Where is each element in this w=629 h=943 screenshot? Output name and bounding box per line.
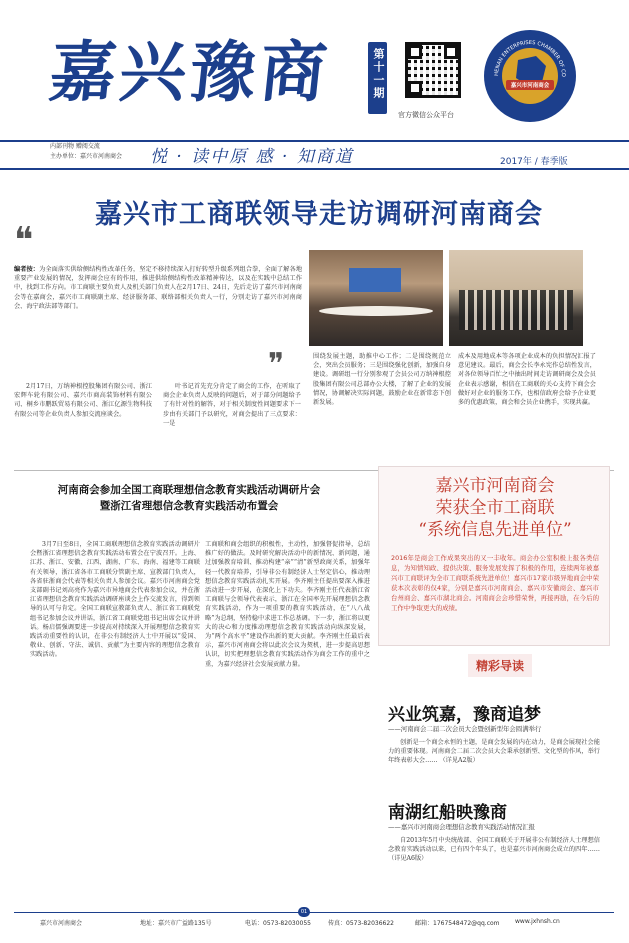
masthead	[0, 0, 629, 190]
footer-web[interactable]: www.jxhnsh.cn	[515, 918, 560, 925]
internal-label: 内部刊物 赠阅交流	[50, 143, 100, 150]
guide-box	[378, 648, 610, 910]
award-title-line1: 嘉兴市河南商会	[435, 476, 555, 496]
award-body: 2016年是商会工作成果突出的又一丰收年。商会办公室积极上报各类信息，为知情知政、提供决策、服务发展发挥了积极的作用，连续两年被嘉兴市工商联评为全市工商联系统先进单位！嘉兴市17家市级异地商会中荣获本次表彰的仅4家，分别是嘉兴市河南商会、嘉兴市安徽商会、嘉兴市台州商会、嘉兴市湖北商会。河南商会会珍惜荣誉，再接再励，在今后的工作中争取更大的成绩。	[391, 554, 599, 612]
editor-note-text: 为全面落实供给侧结构性改革任务，坚定不移持续深入打好转型升级系列组合拳，全面了解各地重要产业发展的情况，发挥商会应有的作用，推进供给侧结构性改革精神传达，以及在实践中总结工作中，找到工作方向。市工商联主要负责人及机关部门负责人在2月17日、24日，先后走访了嘉兴市河南商会等在嘉商会，嘉兴市工商联副主席、经济服务部、联络部相关负责人一行，分别走访了嘉兴市河南商会、海宁政法部等部门。	[14, 266, 303, 310]
lead-column-3: 围绕发展主题，助推中心工作；二是围绕规范立会，突出会员服务；三是围绕强化创新，加强自身建设。调研组一行分别参观了会员公司万纳神根控股集团有限公司总部办公大楼，了解了企业的发展情况，协调解决实际问题，鼓励企业在新常态下创新发展。	[313, 353, 451, 407]
story2-column-1: 3月7日至8日，全国工商联理想信念教育实践活动调研片会暨浙江省理想信念教育实践活动布置会在宁波召开。上海、江苏、浙江、安徽、江西、湖南、广东、海南、福建等工商联有关领导，浙江省各市工商联分管副主席、宣教部门负责人，各省驻浙商会代表等相关负责人参加会议。嘉兴市河南商会党支部副书记刘高亮作为嘉兴市异地商会代表参加会议，并在浙江省理想信念教育实践活动调研座谈会上作交流发言，得到领导的认可与肯定。全国工商联宣教部负责人、浙江省工商联党组书记参加会议并讲话，浙江省工商联党组书记出席会议并讲话。杨启儒强调要进一步提高对持续深入开展理想信念教育实践活动重要性的认识，在非公有制经济人士中开展以“爱国、敬业、创新、守法、诚信、贡献”为主要内容的理想信念教育实践活动。	[30, 541, 200, 659]
issue-label: 第十一期	[372, 48, 385, 100]
editor-note	[14, 265, 302, 311]
footer-org: 嘉兴市河南商会	[40, 920, 83, 927]
masthead-title: 嘉兴豫商	[45, 33, 335, 111]
qr-code[interactable]	[405, 42, 461, 98]
guide-item1-title[interactable]: 兴业筑嘉，豫商追梦	[388, 705, 541, 725]
award-title-line2: 荣获全市工商联	[435, 498, 555, 518]
award-box	[378, 466, 610, 646]
page-number: 01	[298, 907, 310, 917]
guide-item2-title[interactable]: 南湖红船映豫商	[388, 803, 507, 823]
footer-email[interactable]: 邮箱：1767548472@qq.com	[415, 920, 500, 927]
guide-item1-text: 创新是一个商会永恒的主题，是商会发展的内在动力，是商会展现社会能力的重要体现。河南商会二届二次会员大会秉承创新型、文化型的作风，举行年终表彰大会…… （详见A2版）	[388, 739, 600, 765]
award-title-line3: “系统信息先进单位”	[418, 520, 572, 540]
story2-headline-line2: 暨浙江省理想信念教育实践活动布置会	[99, 500, 279, 512]
lead-column-1: 2月17日，万纳神根控股集团有限公司、浙江宏辉车轮有限公司、嘉兴市商高装饰材料有限公司、桐乡市鹏跃贸易有限公司、浙江亿源生物科技有限公司等企业负责人参加交流座谈会。	[14, 383, 152, 418]
footer-fax: 传真：0573-82036622	[328, 920, 394, 927]
guide-item1-sub: ——河南商会二届二次会员大会暨创新型年会圆满举行	[388, 725, 542, 733]
guide-item2-text: 自2013年5月中央统战部、全国工商联关于开展非公有制经济人士理想信念教育实践活动以来，已有四个年头了，也是嘉兴市河南商会成立的四年…… （详见A6版）	[388, 837, 600, 863]
footer-address: 地址：嘉兴市广益路135号	[140, 920, 212, 927]
story2-headline-line1: 河南商会参加全国工商联理想信念教育实践活动调研片会	[57, 484, 321, 496]
guide-label[interactable]: 精彩导读	[468, 654, 532, 677]
footer-tel: 电话：0573-82030055	[245, 920, 311, 927]
logo-emblem-icon	[484, 30, 576, 122]
editor-note-label: 编者按：	[14, 266, 40, 273]
logo-ring-text: HENAN ENTERPRISES CHAMBER OF CO	[493, 39, 567, 78]
quote-close-icon: ❞	[268, 347, 285, 382]
main-headline: 嘉兴市工商联领导走访调研河南商会	[95, 199, 543, 230]
sponsor-label: 主办单位：嘉兴市河南商会	[50, 153, 123, 160]
award-title	[379, 475, 611, 541]
group-photo	[449, 250, 583, 346]
story2-column-2: 工商联和商会组织的积极性，主动性，加强督促指导，总结推广好的做法。及时研究解决活动中的新情况、新问题，通过加强教育培训、推动构建“亲”“清”新型政商关系，加强年轻一代教育培养，引导非公有制经济人士坚定信心，推动理想信念教育实践活动扎实开展。李齐刚主任提出要深入推进活动进一步开展，在深化上下功夫。李齐刚主任代表浙江省工商联与会领导代表表示，浙江在全国率先开展理想信念教育实践活动，作为一项重要的教育实践活动，在“八八战略”为总纲，坚持稳中求进工作总基调。下一步，浙江将以更大的决心和力度推动理想信念教育实践活动向纵深发展，为“两个高水平”建设作出新的更大贡献。李齐刚主任最后表示，嘉兴市河南商会将以此次会议为契机，进一步提高思想认识，切实把理想信念教育实践活动作为商会工作的重中之重，为嘉兴经济社会发展贡献力量。	[205, 541, 370, 668]
lead-column-2: 叶书记首先充分肯定了商会的工作，在听取了商会企业负责人反映的问题后，对于部分问题给予了有针对性的解答，对于相关制度性问题要求下一步由有关部门予以研究，对商会提出了三点要求：一是	[163, 383, 301, 427]
guide-item2-sub: ——嘉兴市河南商会理想信念教育实践活动情况汇报	[388, 823, 535, 831]
quote-open-icon: ❝	[14, 220, 34, 261]
slogan: 悦 · 读中原 感 · 知商道	[150, 147, 354, 167]
issue-badge	[368, 42, 387, 114]
meeting-photo	[309, 250, 443, 346]
lead-column-4: 成本及用地成本等各项企业成本的负担情况汇报了意见建议。最后，商会会长李永宪作总结性发言，对各位领导百忙之中抽出时间走访调研商会及会员企业表示感谢，相信在工商联的关心支持下商会会做好对企业的服务工作，也相信政府会给予企业更多的优惠政策，商会和会员企业携手，实现共赢。	[458, 353, 596, 407]
edition-label: 2017年 / 春季版	[500, 157, 568, 167]
qr-caption: 官方微信公众平台	[398, 111, 454, 119]
logo-banner: 嘉兴市河南商会	[510, 83, 550, 89]
chamber-logo	[484, 30, 576, 122]
story2-headline	[14, 482, 364, 514]
